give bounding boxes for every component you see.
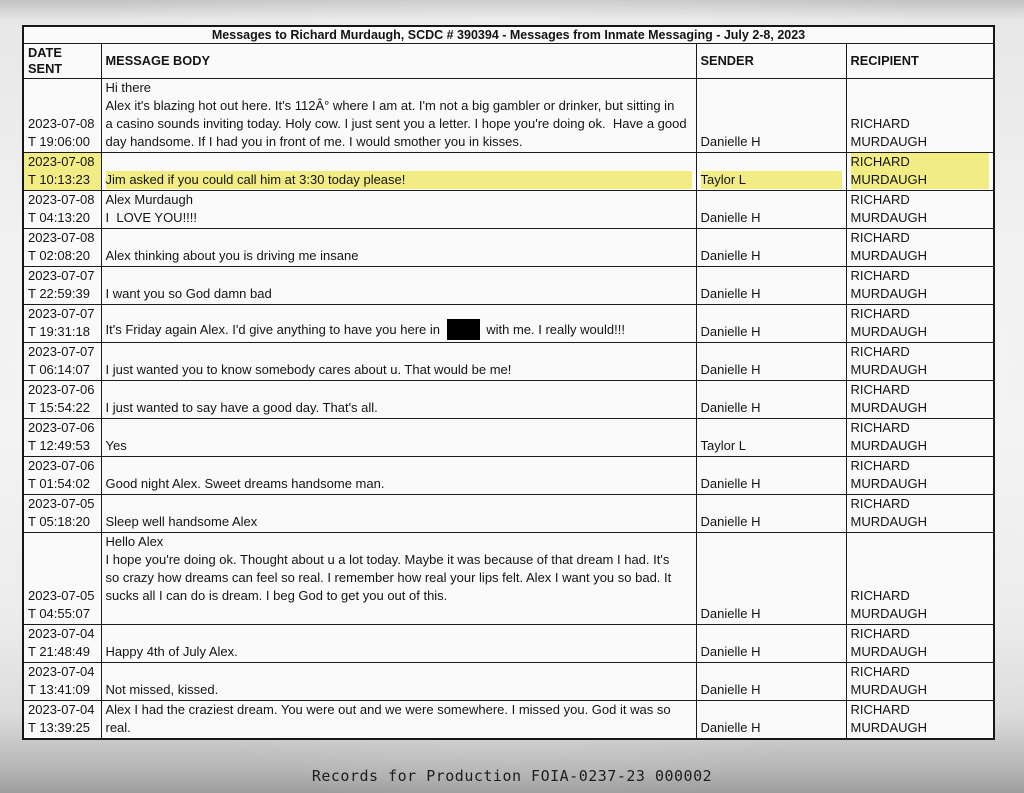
sender-cell	[696, 191, 846, 229]
recipient-cell	[846, 343, 994, 381]
message-body-cell	[101, 381, 696, 419]
date-line: 2023-07-06	[28, 382, 95, 397]
sender-name: Danielle H	[700, 720, 761, 735]
sender-cell	[696, 153, 846, 191]
recipient-name: RICHARD MURDAUGH	[851, 153, 990, 189]
message-body-cell	[101, 305, 696, 343]
message-row	[23, 533, 994, 625]
sender-name: Danielle H	[700, 606, 761, 621]
message-body-cell	[101, 457, 696, 495]
date-line: 2023-07-07	[28, 268, 95, 283]
message-body-cell	[101, 625, 696, 663]
recipient-name: RICHARD MURDAUGH	[850, 420, 928, 453]
message-row	[23, 191, 994, 229]
time-line: T 15:54:22	[28, 400, 90, 415]
time-line: T 04:13:20	[28, 210, 90, 225]
date-sent-cell	[23, 79, 101, 153]
time-line: T 19:31:18	[28, 324, 90, 339]
production-stamp-footer: Records for Production FOIA-0237-23 000002	[311, 767, 713, 785]
sender-cell	[696, 381, 846, 419]
title-row	[23, 26, 994, 44]
message-body-cell	[101, 229, 696, 267]
sender-cell	[696, 267, 846, 305]
message-row	[23, 701, 994, 740]
message-row	[23, 79, 994, 153]
message-line: Good night Alex. Sweet dreams handsome man.	[105, 476, 385, 491]
message-body-cell	[101, 79, 696, 153]
sender-cell	[696, 625, 846, 663]
date-sent-cell	[23, 495, 101, 533]
recipient-name: RICHARD MURDAUGH	[850, 588, 928, 621]
message-row	[23, 267, 994, 305]
message-body-cell	[101, 533, 696, 625]
message-line: real.	[105, 720, 131, 735]
sender-name: Taylor L	[700, 438, 747, 453]
time-line: T 01:54:02	[28, 476, 90, 491]
message-line: I LOVE YOU!!!!	[105, 210, 198, 225]
recipient-cell	[846, 419, 994, 457]
message-body-cell	[101, 267, 696, 305]
time-line: T 02:08:20	[28, 248, 90, 263]
sender-name: Danielle H	[700, 362, 761, 377]
recipient-cell	[846, 701, 994, 740]
message-line: I want you so God damn bad	[105, 286, 272, 301]
recipient-cell	[846, 533, 994, 625]
sender-name: Danielle H	[700, 644, 761, 659]
recipient-name: RICHARD MURDAUGH	[850, 702, 928, 735]
messages-table	[22, 25, 995, 740]
sender-name: Danielle H	[700, 134, 761, 149]
time-line: T 05:18:20	[28, 514, 90, 529]
message-line: Alex it's blazing hot out here. It's 112Â° where I am at. I'm not a big gambler or drinker, but sitting in	[105, 98, 675, 113]
date-sent-cell	[23, 533, 101, 625]
message-row	[23, 419, 994, 457]
message-line: a casino sounds inviting today. Holy cow. I just sent you a letter. I hope you're doing ok. Have a good	[105, 116, 687, 131]
message-line: I just wanted to say have a good day. That's all.	[105, 400, 378, 415]
time-line: T 22:59:39	[28, 286, 90, 301]
message-line: Hello Alex	[105, 534, 164, 549]
date-sent-cell	[23, 457, 101, 495]
sender-name: Danielle H	[700, 400, 761, 415]
time-line: T 10:13:23	[28, 171, 97, 189]
time-line: T 12:49:53	[28, 438, 90, 453]
message-line: so crazy how dreams can feel so real. I remember how real your lips felt. Alex I want you so bad. It	[105, 570, 672, 585]
message-body-cell	[101, 419, 696, 457]
date-sent-cell	[23, 419, 101, 457]
date-line: 2023-07-06	[28, 420, 95, 435]
date-sent-cell	[23, 153, 101, 191]
date-sent-cell	[23, 701, 101, 740]
recipient-name: RICHARD MURDAUGH	[850, 496, 928, 529]
date-line: 2023-07-05	[28, 588, 95, 603]
message-row	[23, 625, 994, 663]
message-line: Jim asked if you could call him at 3:30 today please!	[106, 171, 692, 189]
date-line: 2023-07-07	[28, 306, 95, 321]
time-line: T 06:14:07	[28, 362, 90, 377]
message-line: Yes	[105, 438, 127, 453]
recipient-cell	[846, 267, 994, 305]
recipient-name: RICHARD MURDAUGH	[850, 458, 928, 491]
recipient-cell	[846, 457, 994, 495]
sender-cell	[696, 533, 846, 625]
time-line: T 19:06:00	[28, 134, 90, 149]
sender-name: Danielle H	[700, 682, 761, 697]
sender-cell	[696, 343, 846, 381]
col-header-date-sent: DATE SENT	[23, 44, 101, 79]
recipient-name: RICHARD MURDAUGH	[850, 268, 928, 301]
message-line: Alex I had the craziest dream. You were out and we were somewhere. I missed you. God it was so	[105, 702, 671, 717]
message-body-cell	[101, 495, 696, 533]
date-sent-cell	[23, 229, 101, 267]
recipient-cell	[846, 305, 994, 343]
date-line: 2023-07-08	[28, 154, 95, 169]
sender-name: Danielle H	[700, 248, 761, 263]
sender-cell	[696, 419, 846, 457]
message-rows	[23, 79, 994, 740]
message-line: Alex thinking about you is driving me insane	[105, 248, 359, 263]
message-body-cell	[101, 663, 696, 701]
date-sent-cell	[23, 625, 101, 663]
message-line: I hope you're doing ok. Thought about u a lot today. Maybe it was because of that dream I had. It's	[105, 552, 670, 567]
recipient-cell	[846, 625, 994, 663]
date-sent-cell	[23, 381, 101, 419]
message-line: Hi there	[105, 80, 152, 95]
message-body-cell	[101, 153, 696, 191]
sender-cell	[696, 701, 846, 740]
message-row	[23, 343, 994, 381]
date-line: 2023-07-08	[28, 116, 95, 131]
redaction-box	[447, 319, 480, 340]
recipient-cell	[846, 191, 994, 229]
recipient-name: RICHARD MURDAUGH	[850, 192, 928, 225]
message-line: Not missed, kissed.	[105, 682, 219, 697]
sender-cell	[696, 305, 846, 343]
date-sent-cell	[23, 663, 101, 701]
sender-cell	[696, 495, 846, 533]
message-line: I just wanted you to know somebody cares about u. That would be me!	[105, 362, 512, 377]
recipient-name: RICHARD MURDAUGH	[850, 344, 928, 377]
recipient-cell	[846, 79, 994, 153]
message-line: Sleep well handsome Alex	[105, 514, 258, 529]
sender-name: Danielle H	[700, 210, 761, 225]
message-line: Happy 4th of July Alex.	[105, 644, 238, 659]
sender-cell	[696, 79, 846, 153]
recipient-name: RICHARD MURDAUGH	[850, 230, 928, 263]
col-header-message-body: MESSAGE BODY	[101, 44, 696, 79]
recipient-name: RICHARD MURDAUGH	[850, 116, 928, 149]
date-sent-cell	[23, 305, 101, 343]
sender-name: Danielle H	[700, 476, 761, 491]
message-row	[23, 153, 994, 191]
time-line: T 13:41:09	[28, 682, 90, 697]
recipient-name: RICHARD MURDAUGH	[850, 306, 928, 339]
sender-cell	[696, 229, 846, 267]
recipient-cell	[846, 663, 994, 701]
message-row	[23, 663, 994, 701]
col-header-recipient: RECIPIENT	[846, 44, 994, 79]
sender-name: Danielle H	[700, 514, 761, 529]
message-row	[23, 457, 994, 495]
recipient-name: RICHARD MURDAUGH	[850, 664, 928, 697]
date-line: 2023-07-04	[28, 664, 95, 679]
document-title: Messages to Richard Murdaugh, SCDC # 390394 - Messages from Inmate Messaging - July 2-8, 2023	[23, 26, 994, 44]
recipient-cell	[846, 229, 994, 267]
message-line: sucks all I can do is dream. I beg God to get you out of this.	[105, 588, 448, 603]
message-line: day handsome. If I had you in front of me. I would smother you in kisses.	[105, 134, 523, 149]
recipient-cell	[846, 153, 994, 191]
time-line: T 21:48:49	[28, 644, 90, 659]
message-body-cell	[101, 343, 696, 381]
date-line: 2023-07-08	[28, 230, 95, 245]
date-sent-cell	[23, 267, 101, 305]
date-line: 2023-07-08	[28, 192, 95, 207]
date-line: 2023-07-04	[28, 626, 95, 641]
sender-cell	[696, 663, 846, 701]
message-line: It's Friday again Alex. I'd give anything to have you here in with me. I really would!!!	[106, 320, 692, 341]
message-row	[23, 381, 994, 419]
message-row	[23, 495, 994, 533]
date-line: 2023-07-06	[28, 458, 95, 473]
date-sent-cell	[23, 191, 101, 229]
message-row	[23, 229, 994, 267]
recipient-name: RICHARD MURDAUGH	[850, 382, 928, 415]
sender-name: Danielle H	[700, 286, 761, 301]
date-sent-cell	[23, 343, 101, 381]
sender-name: Taylor L	[701, 171, 842, 189]
time-line: T 13:39:25	[28, 720, 90, 735]
recipient-cell	[846, 495, 994, 533]
message-line	[106, 605, 692, 623]
message-body-cell	[101, 701, 696, 740]
sender-cell	[696, 457, 846, 495]
message-line: Alex Murdaugh	[105, 192, 193, 207]
message-row	[23, 305, 994, 343]
date-line: 2023-07-04	[28, 702, 95, 717]
recipient-name: RICHARD MURDAUGH	[850, 626, 928, 659]
sender-name: Danielle H	[700, 324, 761, 339]
date-line: 2023-07-07	[28, 344, 95, 359]
col-header-sender: SENDER	[696, 44, 846, 79]
recipient-cell	[846, 381, 994, 419]
column-header-row	[23, 44, 994, 79]
date-line: 2023-07-05	[28, 496, 95, 511]
time-line: T 04:55:07	[28, 606, 90, 621]
message-body-cell	[101, 191, 696, 229]
